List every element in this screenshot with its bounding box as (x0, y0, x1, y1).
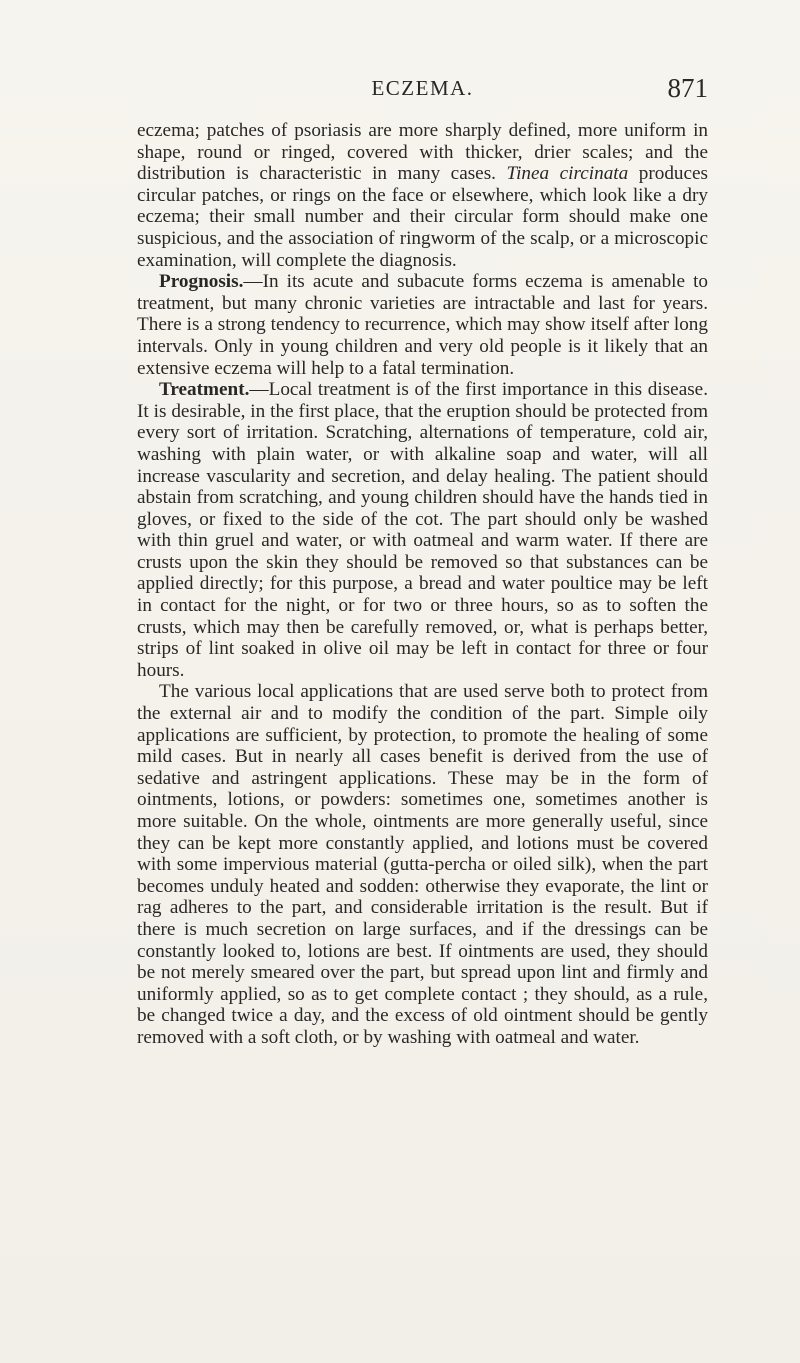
text-segment: The various local applications that are used serve both to protect from the external air and to modify the condition of the part. Simple oily applications are sufficient, by protection, to promote the healing of some mild cases. But in nearly all cases benefit is derived from the use of sedative and astringent applications. These may be in the form of ointments, lotions, or powders: sometimes one, sometimes another is more suitable. On the whole, ointments are more generally useful, since they can be kept more constantly applied, and lotions must be covered with some impervious material (gutta-percha or oiled silk), when the part becomes unduly heated and sodden: otherwise they evaporate, the lint or rag adheres to the part, and considerable irritation is the result. But if there is much secretion on large surfaces, and if the dressings can be constantly looked to, lotions are best. If ointments are used, they should be not merely smeared over the part, but spread upon lint and firmly and uniformly applied, so as to get complete contact ; they should, as a rule, be changed twice a day, and the excess of old ointment should be gently removed with a soft cloth, or by washing with oatmeal and water. (137, 681, 708, 1048)
paragraph-differential-diagnosis (137, 120, 708, 271)
paragraph-prognosis (137, 271, 708, 379)
italic-term-tinea-circinata: Tinea circinata (506, 163, 629, 185)
text-segment: —Local treatment is of the first importance in this disease. It is desirable, in the first place, that the eruption should be protected from every sort of irritation. Scratching, alternations of temperature, cold air, washing with plain water, or with alkaline soap and water, will all increase vascularity and secretion, and delay healing. The patient should abstain from scratching, and young children should have the hands tied in gloves, or fixed to the side of the cot. The part should only be washed with thin gruel and water, or with oatmeal and warm water. If there are crusts upon the skin they should be removed so that substances can be applied directly; for this purpose, a bread and water poultice may be left in contact for the night, or for two or three hours, so as to soften the crusts, which may then be carefully removed, or, what is perhaps better, strips of lint soaked in olive oil may be left in contact for three or four hours. (137, 379, 708, 681)
page-number: 871 (667, 73, 708, 103)
paragraph-treatment (137, 379, 708, 681)
text-segment: produces circular patches, or rings on the face or elsewhere, which look like a dry eczema; their small number and their circular form should make one suspicious, and the association of ringworm of the scalp, or a microscopic examination, will complete the diagnosis. (137, 163, 709, 271)
running-title: ECZEMA. (371, 76, 474, 100)
section-heading-treatment: Treatment. (159, 379, 250, 401)
paragraph-local-applications (137, 681, 708, 1048)
running-head (137, 73, 708, 108)
section-heading-prognosis: Prognosis. (159, 271, 244, 293)
body-text (137, 120, 708, 1049)
text-segment: eczema; patches of psoriasis are more sharply defined, more uniform in shape, round or ringed, covered with thicker, drier scales; and the distribution is characteristic in many cases. (137, 120, 708, 185)
text-segment: —In its acute and subacute forms eczema is amenable to treatment, but many chronic varieties are intractable and last for years. There is a strong tendency to recurrence, which may show itself after long intervals. Only in young children and very old people is it likely that an extensive eczema will help to a fatal termination. (137, 271, 708, 379)
